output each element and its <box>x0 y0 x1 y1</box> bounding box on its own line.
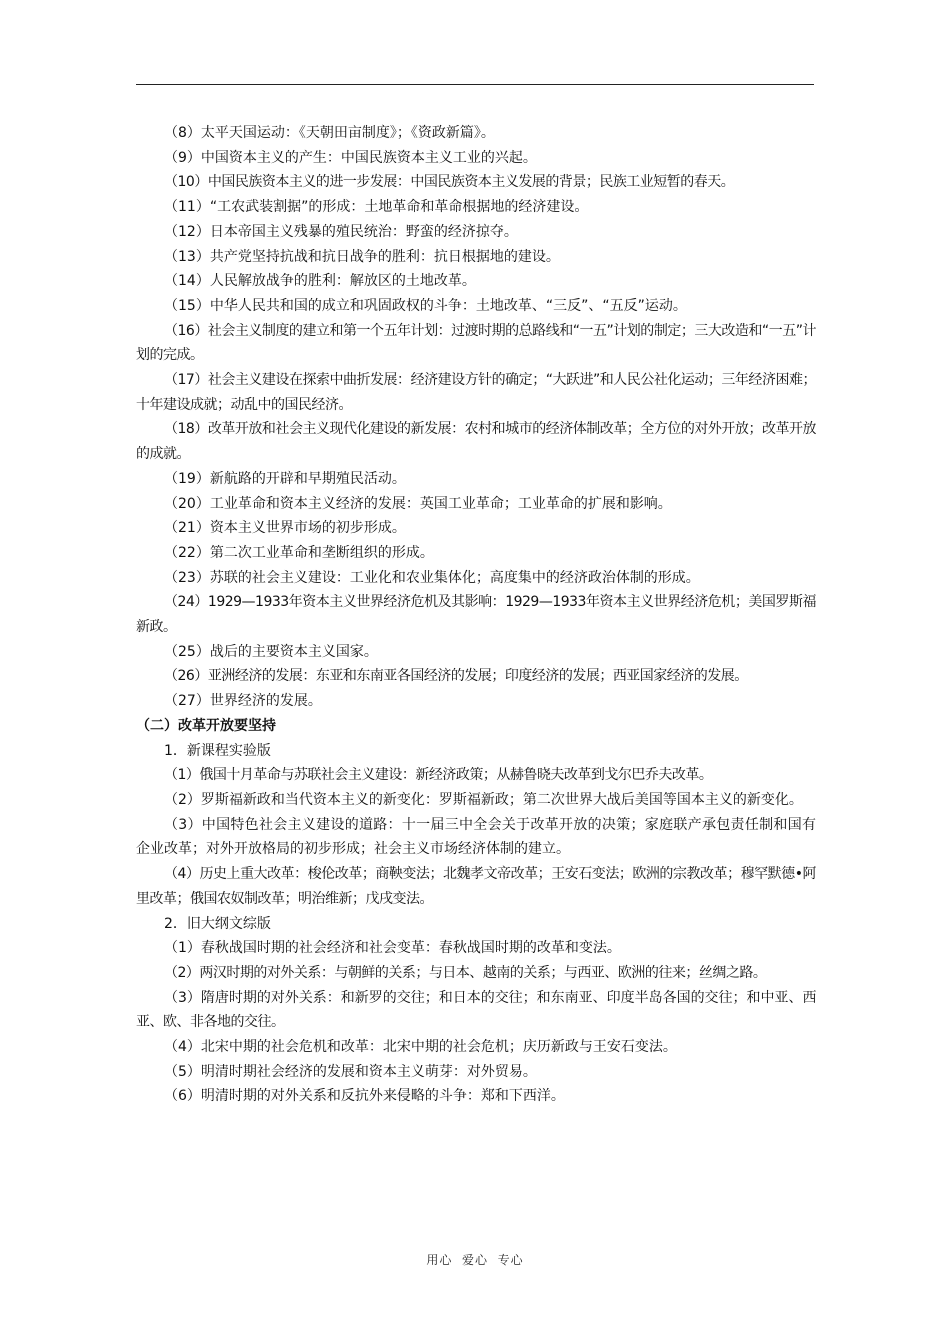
section-heading: （二）改革开放要坚持 <box>136 717 276 734</box>
list-item: （14）人民解放战争的胜利：解放区的土地改革。 <box>164 273 476 290</box>
list-item: （9）中国资本主义的产生：中国民族资本主义工业的兴起。 <box>164 149 537 166</box>
list-item: （1）春秋战国时期的社会经济和社会变革：春秋战国时期的改革和变法。 <box>164 940 621 957</box>
list-item: （10）中国民族资本主义的进一步发展：中国民族资本主义发展的背景；民族工业短暂的春天。 <box>164 174 735 191</box>
list-item: （8）太平天国运动：《天朝田亩制度》；《资政新篇》。 <box>164 125 495 141</box>
list-item: （2）罗斯福新政和当代资本主义的新变化：罗斯福新政；第二次世界大战后美国等国本主义的新变化。 <box>164 791 803 808</box>
list-item: （22）第二次工业革命和垄断组织的形成。 <box>164 544 434 561</box>
list-item: （4）历史上重大改革：梭伦改革；商鞅变法；北魏孝文帝改革；王安石变法；欧洲的宗教改革；穆罕默德•阿里改革；俄国农奴制改革；明治维新；戊戌变法。 <box>136 866 816 907</box>
page-footer: 用心 爱心 专心 <box>426 1253 524 1267</box>
list-item: （11）“工农武装割据”的形成：土地革命和革命根据地的经济建设。 <box>164 199 589 216</box>
subsection-title: 1．新课程实验版 <box>164 742 271 759</box>
list-item: （4）北宋中期的社会危机和改革：北宋中期的社会危机；庆历新政与王安石变法。 <box>164 1039 677 1056</box>
list-item: （1）俄国十月革命与苏联社会主义建设：新经济政策；从赫鲁晓夫改革到戈尔巴乔夫改革。 <box>164 767 713 784</box>
header-rule <box>136 84 814 85</box>
list-item: （21）资本主义世界市场的初步形成。 <box>164 520 406 537</box>
list-item: （26）亚洲经济的发展：东亚和东南亚各国经济的发展；印度经济的发展；西亚国家经济的发展。 <box>164 668 748 685</box>
list-item: （5）明清时期社会经济的发展和资本主义萌芽：对外贸易。 <box>164 1063 537 1080</box>
list-item: （16）社会主义制度的建立和第一个五年计划：过渡时期的总路线和“一五”计划的制定；三大改造和“一五”计划的完成。 <box>136 322 816 364</box>
list-item: （25）战后的主要资本主义国家。 <box>164 643 378 660</box>
list-item: （17）社会主义建设在探索中曲折发展：经济建设方针的确定；“大跃进”和人民公社化运动；三年经济困难；十年建设成就；动乱中的国民经济。 <box>136 372 816 413</box>
list-item: （12）日本帝国主义残暴的殖民统治：野蛮的经济掠夺。 <box>164 223 518 240</box>
list-item: （23）苏联的社会主义建设：工业化和农业集体化；高度集中的经济政治体制的形成。 <box>164 569 700 586</box>
list-item: （3）中国特色社会主义建设的道路：十一届三中全会关于改革开放的决策；家庭联产承包责任制和国有企业改革；对外开放格局的初步形成；社会主义市场经济体制的建立。 <box>136 816 816 858</box>
list-item: （15）中华人民共和国的成立和巩固政权的斗争：土地改革、“三反”、“五反”运动。 <box>164 297 687 314</box>
document-body <box>136 121 816 1109</box>
list-item: （2）两汉时期的对外关系：与朝鲜的关系；与日本、越南的关系；与西亚、欧洲的往来；丝绸之路。 <box>164 964 767 981</box>
list-item: （20）工业革命和资本主义经济的发展：英国工业革命；工业革命的扩展和影响。 <box>164 495 672 512</box>
list-item: （13）共产党坚持抗战和抗日战争的胜利：抗日根据地的建设。 <box>164 248 560 265</box>
list-item: （3）隋唐时期的对外关系：和新罗的交往；和日本的交往；和东南亚、印度半岛各国的交往；和中亚、西亚、欧、非各地的交往。 <box>136 989 816 1031</box>
list-item: （27）世界经济的发展。 <box>164 693 322 710</box>
list-item: （6）明清时期的对外关系和反抗外来侵略的斗争：郑和下西洋。 <box>164 1088 565 1105</box>
list-item: （18）改革开放和社会主义现代化建设的新发展：农村和城市的经济体制改革；全方位的对外开放；改革开放的成就。 <box>136 421 816 463</box>
subsection-title: 2．旧大纲文综版 <box>164 915 271 932</box>
list-item: （24）1929—1933年资本主义世界经济危机及其影响：1929—1933年资本主义世界经济危机；美国罗斯福新政。 <box>136 594 816 636</box>
list-item: （19）新航路的开辟和早期殖民活动。 <box>164 470 406 487</box>
